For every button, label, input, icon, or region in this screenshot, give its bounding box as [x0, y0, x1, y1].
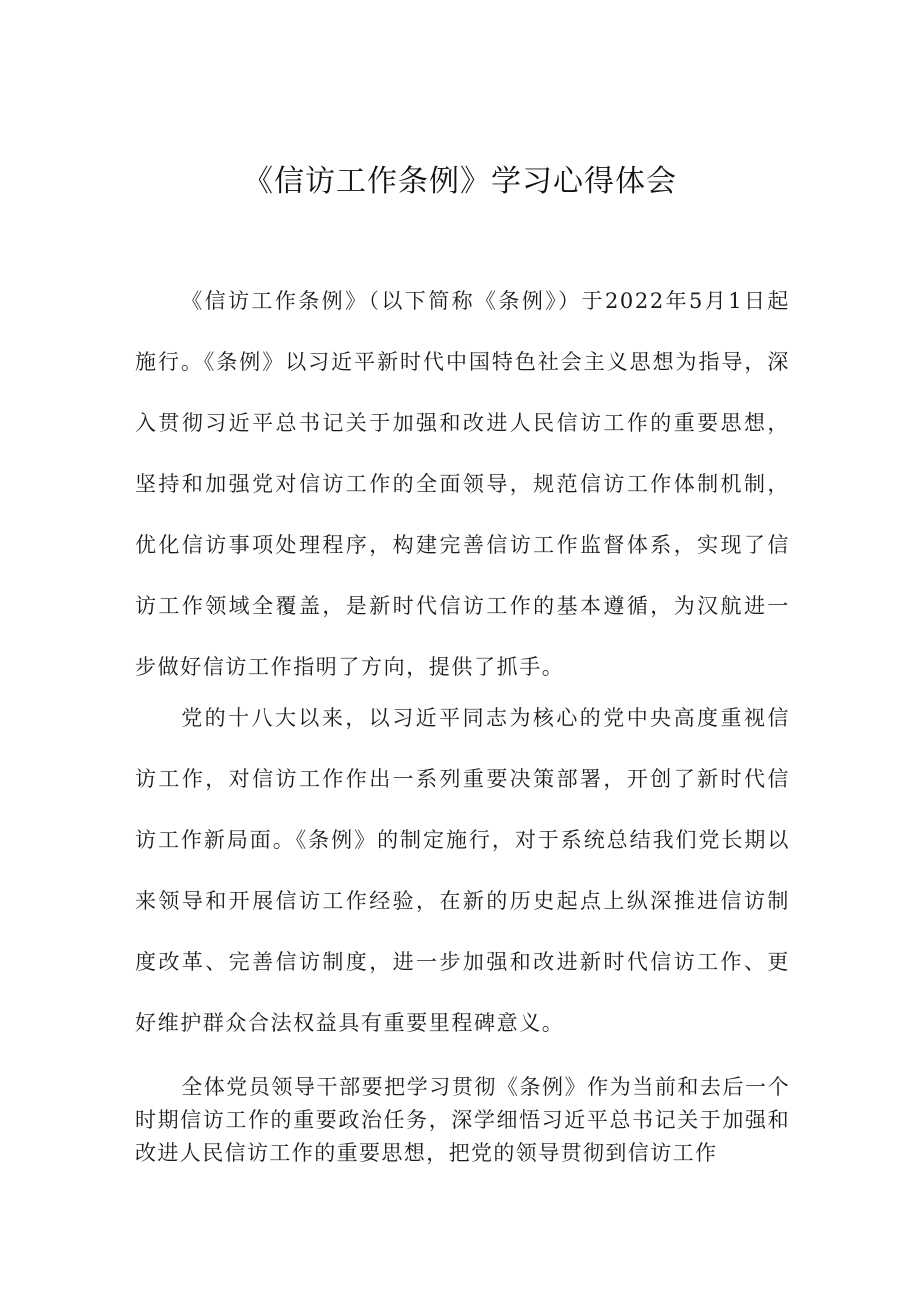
- paragraph-text: 《信访工作条例》（以下简称《条例》）于2022年5月1日起施行。《条例》以习近平新时代中国特色社会主义思想为指导，深入贯彻习近平总书记关于加强和改进人民信访工作的重要思想，坚持和加强党对信访工作的全面领导，规范信访工作体制机制，优化信访事项处理程序，构建完善信访工作监督体系，实现了信访工作领域全覆盖，是新时代信访工作的基本遵循，为汉航进一步做好信访工作指明了方向，提供了抓手。: [135, 289, 790, 679]
- paragraph-text: 全体党员领导干部要把学习贯彻《条例》作为当前和去后一个时期信访工作的重要政治任务，深学细悟习近平总书记关于加强和改进人民信访工作的重要思想，把党的领导贯彻到信访工作: [135, 1075, 790, 1165]
- paragraph-2: [135, 688, 790, 1054]
- paragraph-1: [135, 271, 790, 698]
- paragraph-3: [135, 1071, 790, 1170]
- paragraph-text: 党的十八大以来，以习近平同志为核心的党中央高度重视信访工作，对信访工作作出一系列重要决策部署，开创了新时代信访工作新局面。《条例》的制定施行，对于系统总结我们党长期以来领导和开展信访工作经验，在新的历史起点上纵深推进信访制度改革、完善信访制度，进一步加强和改进新时代信访工作、更好维护群众合法权益具有重要里程碑意义。: [135, 706, 790, 1035]
- document-title: 《信访工作条例》学习心得体会: [243, 164, 677, 199]
